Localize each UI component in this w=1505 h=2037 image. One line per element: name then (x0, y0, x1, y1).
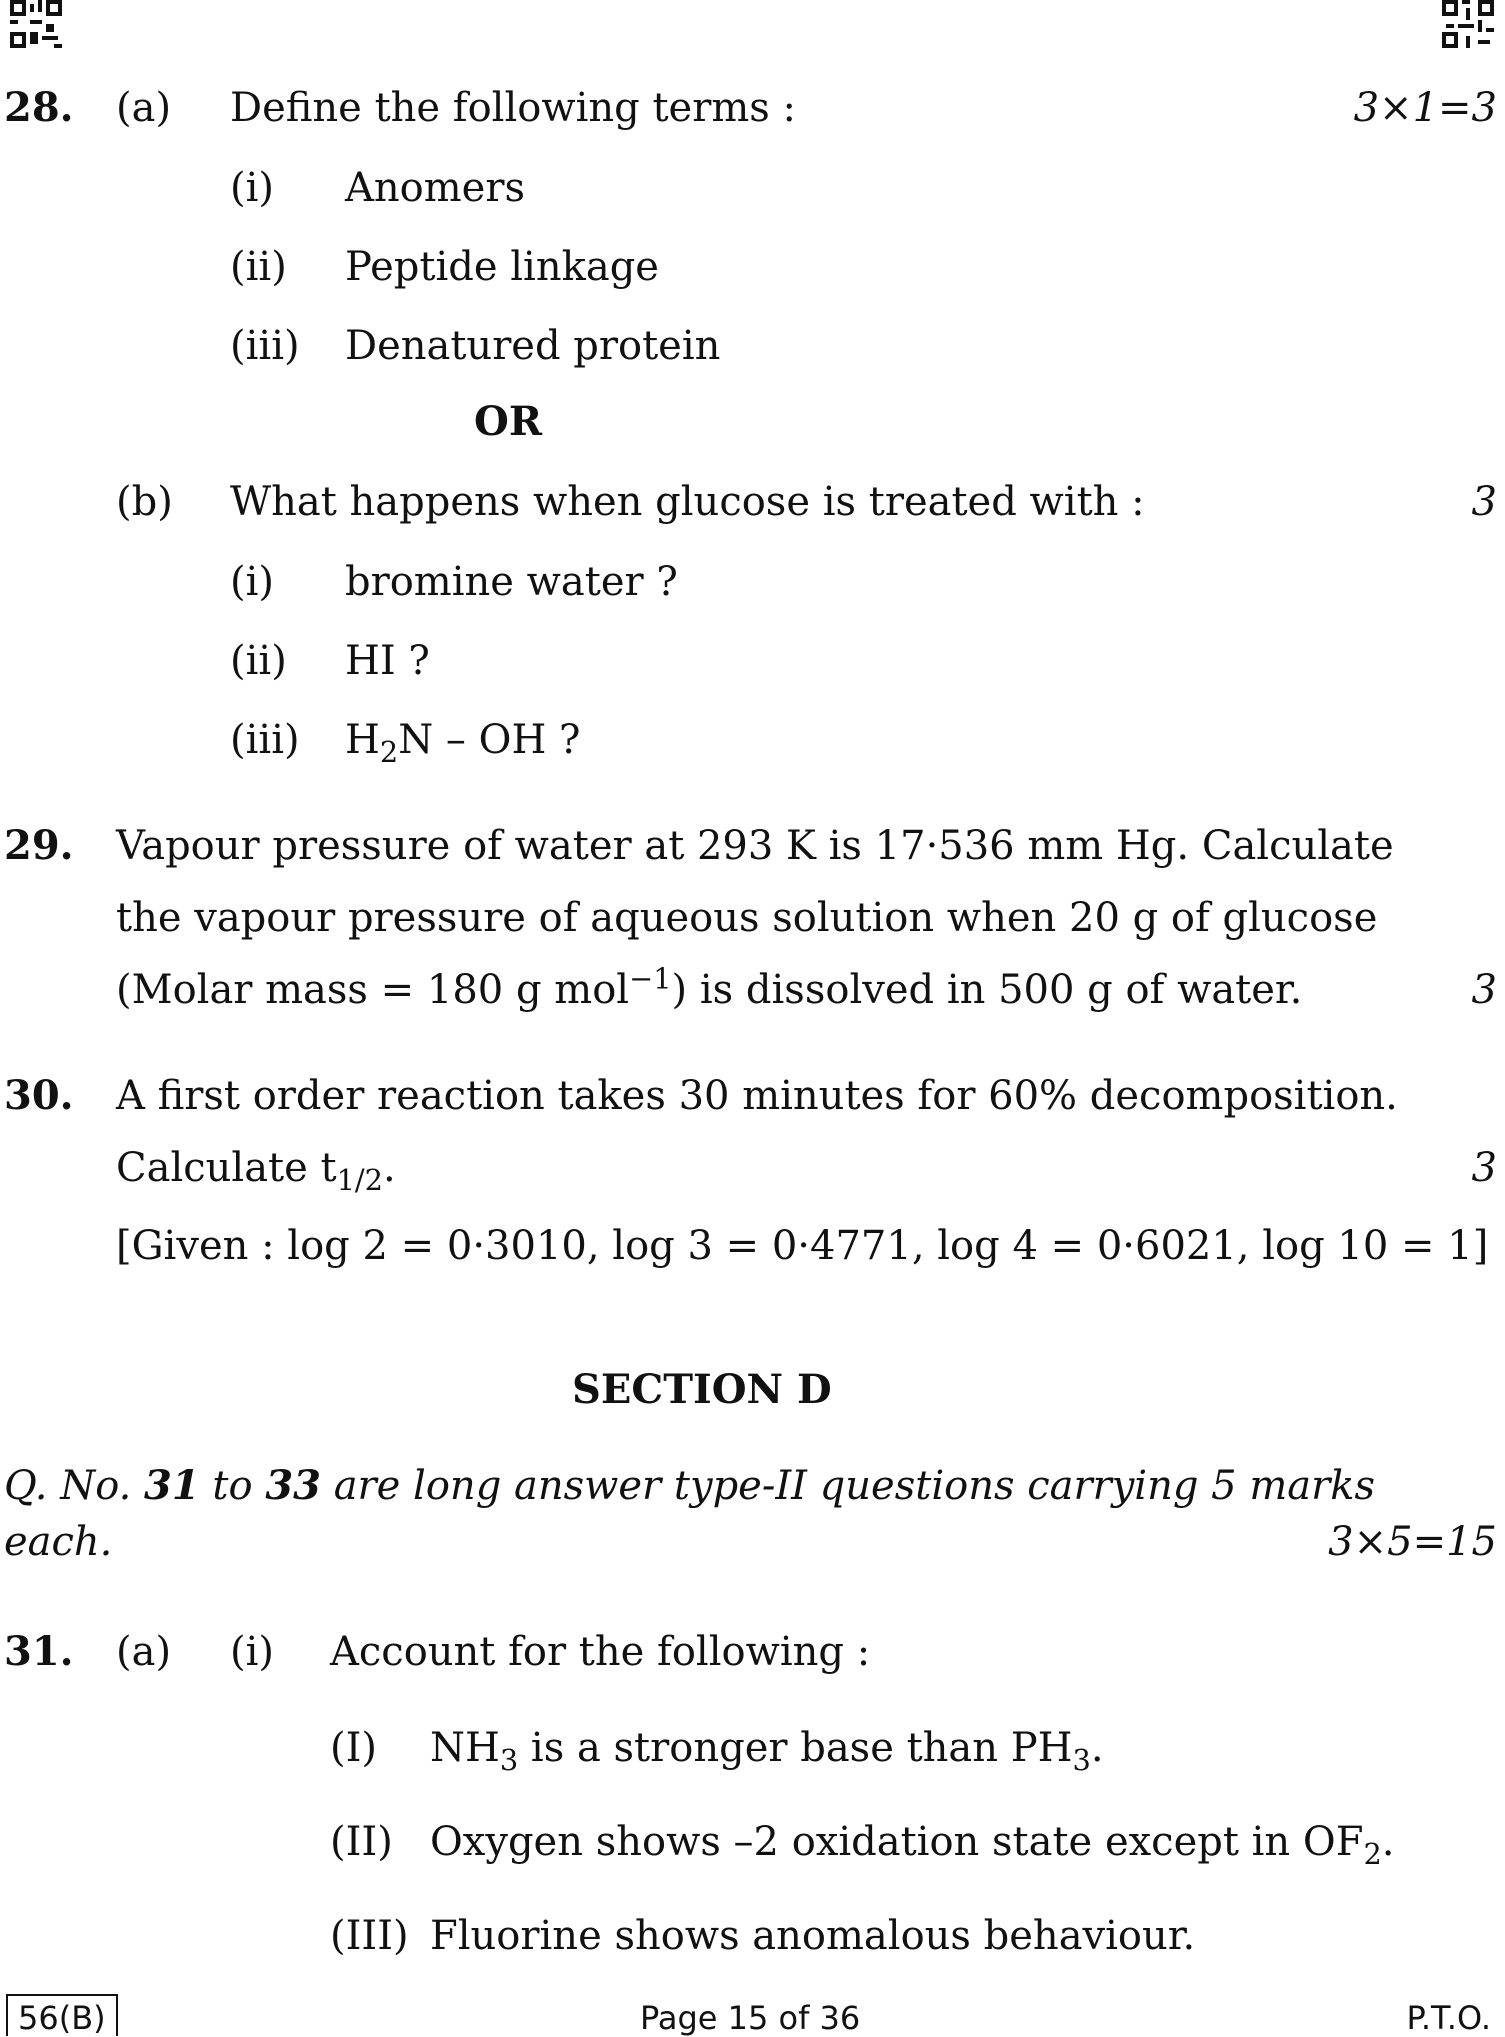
q31-item-text: Oxygen shows –2 oxidation state except in $OF_2$. (430, 1819, 1395, 1871)
q29-marks: 3 (1471, 967, 1497, 1013)
q28-b-item-label: (ii) (230, 638, 287, 684)
q28-b-label: (b) (116, 479, 173, 525)
qr-code-left-icon (10, 0, 62, 48)
q28-a-item-label: (iii) (230, 323, 300, 369)
q29-text-line: (Molar mass = 180 g mol$^{-1}$) is dissolved in 500 g of water. (116, 961, 1303, 1013)
q29-text-line: Vapour pressure of water at 293 K is 17·536 mm Hg. Calculate (116, 823, 1394, 869)
q30-text-line: A first order reaction takes 30 minutes for 60% decomposition. (116, 1073, 1398, 1119)
section-instructions-line2: each. (4, 1519, 113, 1565)
q28-b-item-formula: $H_2N$ – OH ? (345, 717, 581, 769)
q28-a-text: Define the following terms : (230, 85, 796, 131)
q28-a-item-text: Anomers (345, 165, 525, 211)
q31-text: Account for the following : (330, 1629, 871, 1675)
q28-number: 28. (4, 84, 74, 131)
section-instructions: Q. No. 31 to 33 are long answer type-II questions carrying 5 marks (4, 1462, 1375, 1509)
q28-a-marks: 3×1=3 (1353, 85, 1497, 131)
q28-a-item-text: Peptide linkage (345, 244, 659, 290)
or-separator: OR (474, 398, 543, 445)
qr-code-right-icon (1442, 0, 1494, 48)
page-number: Page 15 of 36 (640, 1999, 861, 2037)
q28-b-item-label: (iii) (230, 717, 300, 763)
q28-b-text: What happens when glucose is treated with : (230, 479, 1145, 525)
q28-a-item-label: (i) (230, 165, 275, 211)
q29-number: 29. (4, 822, 74, 869)
q31-item-label: (I) (330, 1725, 378, 1771)
q28-a-label: (a) (116, 85, 172, 131)
q29-text-line: the vapour pressure of aqueous solution when 20 g of glucose (116, 895, 1378, 941)
q31-item-label: (III) (330, 1913, 409, 1959)
q31-item-text: Fluorine shows anomalous behaviour. (430, 1913, 1196, 1959)
q31-i-label: (i) (230, 1629, 275, 1675)
pto-label: P.T.O. (1406, 1999, 1491, 2037)
q28-b-item-text: HI ? (345, 638, 430, 684)
q31-item-text: $NH_3$ is a stronger base than $PH_3$. (430, 1725, 1104, 1777)
q28-b-marks: 3 (1471, 479, 1497, 525)
q30-marks: 3 (1471, 1145, 1497, 1191)
q28-a-item-label: (ii) (230, 244, 287, 290)
q31-item-label: (II) (330, 1819, 393, 1865)
section-heading: SECTION D (572, 1366, 832, 1413)
q30-text-line: Calculate $t_{1/2}$. (116, 1145, 396, 1197)
paper-code: 56(B) (6, 1994, 118, 2036)
q31-number: 31. (4, 1628, 74, 1675)
q30-number: 30. (4, 1072, 74, 1119)
q28-a-item-text: Denatured protein (345, 323, 721, 369)
q31-a-label: (a) (116, 1629, 172, 1675)
section-marks: 3×5=15 (1328, 1519, 1497, 1565)
q30-given: [Given : log 2 = 0·3010, log 3 = 0·4771, log 4 = 0·6021, log 10 = 1] (116, 1223, 1489, 1269)
q28-b-item-label: (i) (230, 559, 275, 605)
q28-b-item-text: bromine water ? (345, 559, 678, 605)
